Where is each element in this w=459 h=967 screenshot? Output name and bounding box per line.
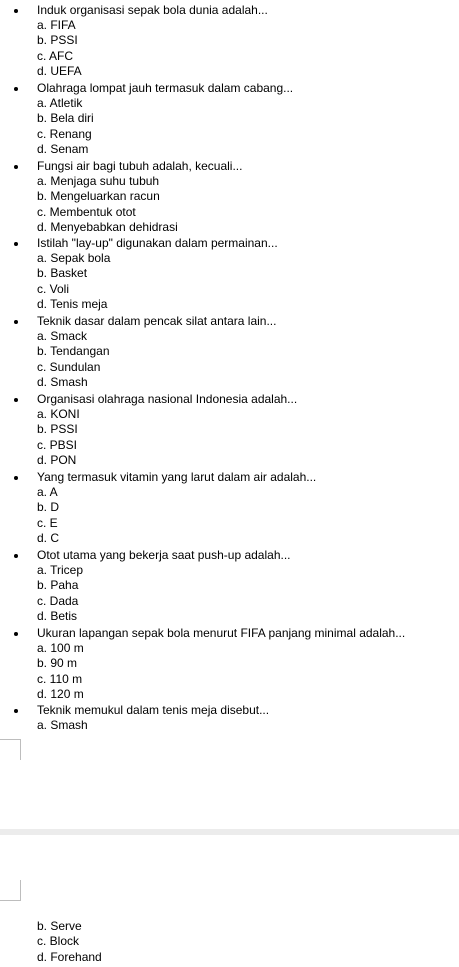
question-line: [0, 314, 459, 329]
question-item: [0, 159, 459, 236]
question-text: Istilah "lay-up" digunakan dalam permainan...: [37, 236, 278, 250]
bullet-icon: [14, 242, 18, 246]
bullet-icon: [14, 476, 18, 480]
answer-option: d. Smash: [37, 375, 88, 390]
answer-option: b. D: [37, 500, 60, 515]
page-margin-corner: [0, 880, 21, 901]
question-item: [0, 470, 459, 547]
bullet-icon: [14, 398, 18, 402]
answer-option: a. Sepak bola: [37, 251, 111, 265]
answer-option: c. PBSI: [37, 437, 78, 452]
bullet-icon: [14, 9, 18, 13]
bullet-icon: [14, 165, 18, 169]
answer-option: c. E: [37, 515, 58, 530]
question-item: [0, 703, 459, 733]
bullet-icon: [14, 320, 18, 324]
answer-option: b. PSSI: [37, 422, 78, 437]
question-line: [0, 548, 459, 563]
answer-option: c. Renang: [37, 126, 92, 141]
question-item: [0, 236, 459, 313]
bullet-icon: [14, 87, 18, 91]
answer-option: c. Dada: [37, 593, 79, 608]
answer-option: d. Tenis meja: [37, 297, 108, 312]
answer-option: d. Menyebabkan dehidrasi: [37, 220, 178, 235]
question-text: Organisasi olahraga nasional Indonesia adalah...: [37, 392, 298, 406]
question-line: [0, 159, 459, 174]
answer-option: d. Forehand: [37, 949, 102, 964]
question-line: [0, 470, 459, 485]
bullet-icon: [14, 709, 18, 713]
question-item: [0, 392, 459, 469]
answer-option: d. Senam: [37, 142, 89, 157]
answer-option: a. A: [37, 485, 58, 499]
answer-option: b. Tendangan: [37, 344, 110, 359]
answer-option: a. Atletik: [37, 96, 83, 110]
answer-option: b. Bela diri: [37, 111, 94, 126]
bullet-icon: [14, 554, 18, 558]
answer-option: c. AFC: [37, 48, 74, 63]
question-line: [0, 392, 459, 407]
answer-option: a. Menjaga suhu tubuh: [37, 174, 160, 188]
answer-option: a. Smash: [37, 718, 88, 732]
question-item: [0, 3, 459, 80]
answer-option: c. 110 m: [37, 671, 83, 686]
answer-option: b. 90 m: [37, 656, 78, 671]
answer-option: a. 100 m: [37, 641, 84, 655]
answer-option: c. Voli: [37, 281, 70, 296]
answer-option: d. UEFA: [37, 64, 82, 79]
answer-option: c. Sundulan: [37, 359, 101, 374]
answer-option: b. PSSI: [37, 33, 78, 48]
answer-option: a. Smack: [37, 329, 88, 343]
answer-option: b. Mengeluarkan racun: [37, 189, 160, 204]
answer-option: d. 120 m: [37, 687, 84, 702]
question-line: [0, 81, 459, 96]
answer-option: b. Paha: [37, 578, 79, 593]
question-item: [0, 548, 459, 625]
answer-option: d. C: [37, 531, 60, 546]
question-text: Induk organisasi sepak bola dunia adalah...: [37, 3, 268, 17]
answer-option: a. Tricep: [37, 563, 84, 577]
question-item: [0, 81, 459, 158]
question-line: [0, 236, 459, 251]
question-line: [0, 703, 459, 718]
question-text: Otot utama yang bekerja saat push-up adalah...: [37, 548, 291, 562]
question-continuation: [0, 919, 459, 965]
question-text: Yang termasuk vitamin yang larut dalam air adalah...: [37, 470, 317, 484]
question-text: Teknik dasar dalam pencak silat antara lain...: [37, 314, 277, 328]
answer-option: c. Membentuk otot: [37, 204, 136, 219]
question-item: [0, 626, 459, 703]
question-item: [0, 314, 459, 391]
answer-option: d. Betis: [37, 609, 78, 624]
answer-option: a. FIFA: [37, 18, 76, 32]
bullet-icon: [14, 632, 18, 636]
answer-option: c. Block: [37, 934, 80, 949]
answer-option: b. Basket: [37, 266, 88, 281]
question-text: Olahraga lompat jauh termasuk dalam cabang...: [37, 81, 294, 95]
answer-option: a. KONI: [37, 407, 80, 421]
question-text: Ukuran lapangan sepak bola menurut FIFA panjang minimal adalah...: [37, 626, 406, 640]
page-margin-corner: [0, 739, 21, 760]
question-line: [0, 626, 459, 641]
question-text: Fungsi air bagi tubuh adalah, kecuali...: [37, 159, 243, 173]
answer-option: b. Serve: [37, 919, 82, 933]
answer-option: d. PON: [37, 453, 77, 468]
question-line: [0, 3, 459, 18]
question-text: Teknik memukul dalam tenis meja disebut...: [37, 703, 270, 717]
document-page-2: [0, 835, 459, 967]
